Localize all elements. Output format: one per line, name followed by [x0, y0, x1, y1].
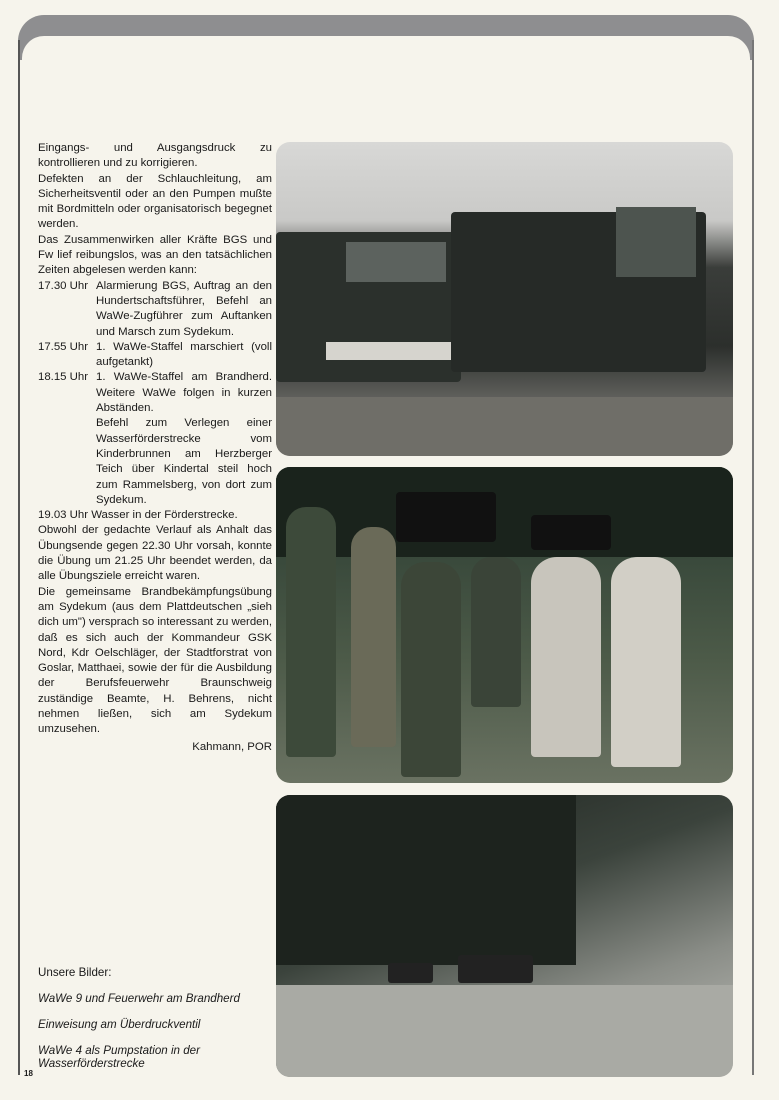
timeline-entry	[38, 279, 272, 340]
photo-pressure-valve-briefing	[276, 467, 733, 783]
timeline-time: 17.55 Uhr	[38, 340, 89, 353]
captions-heading: Unsere Bilder:	[38, 966, 112, 979]
photo-captions	[38, 966, 272, 1083]
caption: Einweisung am Überdruckventil	[38, 1018, 201, 1031]
timeline-text: Befehl zum Verlegen einer Wasserförderstrecke vom Kinderbrunnen am Herzberger Teich über Kindertal steil hoch zum Rammelsberg, von dort zum Sydekum.	[96, 417, 272, 506]
timeline-time	[38, 416, 96, 508]
paragraph: Defekten an der Schlauchleitung, am Sicherheitsventil oder an den Pumpen mußte mit Bordmitteln oder organisatorisch begegnet werden.	[38, 172, 272, 231]
photo-pump-station-forest	[276, 795, 733, 1077]
timeline-entry	[38, 340, 272, 371]
paragraph: Obwohl der gedachte Verlauf als Anhalt das Übungsende gegen 22.30 Uhr vorsah, konnte die Übung um 21.25 Uhr beendet werden, da alle Übungsziele erreicht waren.	[38, 524, 272, 583]
timeline-time: 18.15 Uhr	[38, 371, 89, 384]
left-border	[18, 40, 20, 1075]
caption: WaWe 4 als Pumpstation in der Wasserförderstrecke	[38, 1044, 200, 1070]
timeline-time: 17.30 Uhr	[38, 279, 89, 292]
photo-fire-trucks	[276, 142, 733, 456]
page-frame	[22, 36, 750, 66]
page-number: 18	[24, 1069, 33, 1078]
author-signature: Kahmann, POR	[192, 740, 272, 753]
paragraph: Das Zusammenwirken aller Kräfte BGS und Fw lief reibungslos, was an den tatsächlichen Zeiten abgelesen werden kann:	[38, 233, 272, 277]
timeline-text: Alarmierung BGS, Auftrag an den Hundertschaftsführer, Befehl an WaWe-Zugführer zum Auftanken und Marsch zum Sydekum.	[96, 279, 272, 338]
timeline-text: 1. WaWe-Staffel am Brandherd. Weitere WaWe folgen in kurzen Abständen.	[96, 371, 272, 415]
caption: WaWe 9 und Feuerwehr am Brandherd	[38, 992, 240, 1005]
right-border	[752, 40, 754, 1075]
article-column	[38, 141, 272, 755]
timeline-entry	[38, 370, 272, 416]
paragraph: Die gemeinsame Brandbekämpfungsübung am Sydekum (aus dem Plattdeutschen „sieh dich um") versprach so interessant zu werden, daß es sich auch der Kommandeur GSK Nord, Kdr Oelschläger, der Stadtforstrat von Goslar, Matthaei, sowie der für die Ausbildung der Berufsfeuerwehr Braunschweig zuständige Beamte, H. Behrens, nicht nehmen ließen, sich am Sydekum umzusehen.	[38, 585, 272, 736]
paragraph: 19.03 Uhr Wasser in der Förderstrecke.	[38, 509, 238, 522]
paragraph: Eingangs- und Ausgangsdruck zu kontrollieren und zu korrigieren.	[38, 142, 272, 170]
timeline-entry	[38, 416, 272, 508]
timeline-text: 1. WaWe-Staffel marschiert (voll aufgetankt)	[96, 340, 272, 369]
